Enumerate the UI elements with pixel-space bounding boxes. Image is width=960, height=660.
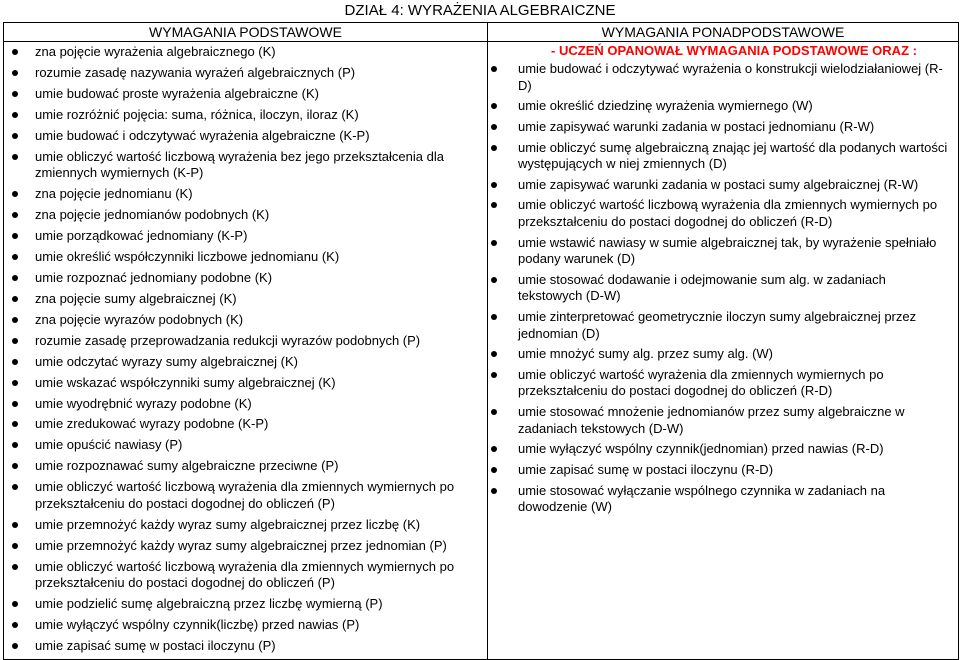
basic-requirement-item-text: umie wyłączyć wspólny czynnik(liczbę) przed nawias (P) (35, 616, 360, 632)
advanced-requirement-item-text: umie zapisać sumę w postaci iloczynu (R-D) (518, 461, 774, 477)
advanced-requirement-item (494, 462, 958, 479)
basic-requirement-item (4, 333, 487, 350)
bullet-icon (491, 202, 497, 208)
advanced-requirements-list (494, 61, 958, 516)
basic-requirement-item (4, 44, 487, 61)
basic-requirement-item-text: zna pojęcie wyrażenia algebraicznego (K) (35, 44, 276, 59)
advanced-requirement-item-text: umie obliczyć wartość wyrażenia dla zmiennych wymiernych po przekształceniu do postaci dogodnej do obliczeń (R-D) (518, 366, 884, 399)
bullet-icon (12, 254, 18, 260)
bullet-icon (12, 484, 18, 490)
advanced-requirement-item-text: umie budować i odczytywać wyrażenia o konstrukcji wielodziałaniowej (R-D) (518, 61, 943, 93)
advanced-intro: - UCZEŃ OPANOWAŁ WYMAGANIA PODSTAWOWE ORAZ : (551, 43, 917, 58)
basic-requirement-item (4, 437, 487, 454)
basic-requirement-item (4, 538, 487, 555)
bullet-icon (12, 296, 18, 302)
basic-requirement-item (4, 65, 487, 82)
basic-requirement-item-text: umie obliczyć wartość liczbową wyrażenia dla zmiennych wymiernych po przekształceniu do postaci dogodnej do obliczeń (P) (35, 479, 455, 511)
basic-requirement-item (4, 354, 487, 371)
bullet-icon (491, 467, 497, 473)
bullet-icon (491, 446, 497, 452)
advanced-requirement-item (494, 367, 958, 400)
basic-requirement-item-text: umie przemnożyć każdy wyraz sumy algebraicznej przez liczbę (K) (35, 516, 421, 532)
bullet-icon (12, 380, 18, 386)
advanced-requirement-item-text: umie określić dziedzinę wyrażenia wymiernego (W) (518, 98, 813, 114)
basic-requirement-item-text: zna pojęcie sumy algebraicznej (K) (35, 290, 237, 306)
basic-requirements-cell (4, 42, 488, 660)
basic-requirement-item (4, 596, 487, 613)
basic-requirement-item-text: umie podzielić sumę algebraiczną przez liczbę wymierną (P) (35, 596, 383, 611)
advanced-requirements-cell (488, 42, 959, 660)
basic-requirement-item-text: umie rozróżnić pojęcia: suma, różnica, iloczyn, iloraz (K) (35, 106, 359, 122)
basic-requirement-item-text: umie porządkować jednomiany (K-P) (35, 228, 248, 243)
basic-requirement-item-text: umie obliczyć wartość liczbową wyrażenia bez jego przekształcenia dla zmiennych wymiernych (K-P) (35, 148, 444, 181)
advanced-requirement-item (494, 197, 958, 230)
bullet-icon (12, 338, 18, 344)
basic-requirement-item-text: rozumie zasadę przeprowadzania redukcji wyrazów podobnych (P) (35, 332, 421, 348)
advanced-requirement-item (494, 404, 958, 437)
advanced-requirement-item (494, 441, 958, 458)
bullet-icon (12, 401, 18, 407)
basic-requirement-item-text: umie obliczyć wartość liczbową wyrażenia dla zmiennych wymiernych po przekształceniu do postaci dogodnej do obliczeń (P) (35, 558, 455, 591)
bullet-icon (12, 133, 18, 139)
basic-requirement-item-text: umie przemnożyć każdy wyraz sumy algebraicznej przez jednomian (P) (35, 537, 447, 553)
advanced-requirement-item-text: umie stosować dodawanie i odejmowanie sum alg. w zadaniach tekstowych (D-W) (518, 271, 886, 304)
bullet-icon (12, 49, 18, 55)
bullet-icon (12, 233, 18, 239)
basic-requirement-item (4, 86, 487, 103)
basic-requirement-item-text: zna pojęcie jednomianów podobnych (K) (35, 207, 270, 223)
advanced-requirement-item-text: umie mnożyć sumy alg. przez sumy alg. (W) (518, 346, 774, 362)
basic-requirement-item-text: zna pojęcie wyrazów podobnych (K) (35, 311, 244, 327)
advanced-requirement-item (494, 177, 958, 194)
bullet-icon (491, 488, 497, 494)
basic-requirement-item (4, 128, 487, 145)
advanced-requirement-item (494, 346, 958, 363)
basic-requirement-item-text: rozumie zasadę nazywania wyrażeń algebraicznych (P) (35, 64, 356, 80)
bullet-icon (12, 317, 18, 323)
advanced-requirement-item (494, 61, 958, 94)
advanced-requirement-item (494, 140, 958, 173)
advanced-requirement-item (494, 309, 958, 342)
advanced-requirement-item-text: umie wyłączyć wspólny czynnik(jednomian) przed nawias (R-D) (518, 441, 884, 457)
basic-requirement-item-text: umie budować i odczytywać wyrażenia algebraiczne (K-P) (35, 127, 370, 143)
basic-requirement-item-text: umie rozpoznawać sumy algebraiczne przeciwne (P) (35, 458, 339, 474)
bullet-icon (491, 372, 497, 378)
basic-requirement-item-text: umie opuścić nawiasy (P) (35, 437, 183, 453)
bullet-icon (491, 182, 497, 188)
basic-requirement-item-text: umie odczytać wyrazy sumy algebraicznej (K) (35, 353, 298, 369)
basic-requirement-item-text: umie zredukować wyrazy podobne (K-P) (35, 416, 269, 432)
basic-requirement-item (4, 270, 487, 287)
basic-requirement-item (4, 249, 487, 266)
advanced-requirement-item (494, 119, 958, 136)
advanced-requirement-item-text: umie obliczyć wartość liczbową wyrażenia dla zmiennych wymiernych po przekształceniu do postaci dogodnej do obliczeń (R-D) (518, 197, 938, 229)
basic-requirement-item (4, 559, 487, 592)
bullet-icon (491, 103, 497, 109)
basic-requirement-item (4, 458, 487, 475)
bullet-icon (12, 543, 18, 549)
advanced-requirement-item (494, 483, 958, 516)
advanced-requirement-item-text: umie stosować mnożenie jednomianów przez sumy algebraiczne w zadaniach tekstowych (D-W) (518, 404, 905, 436)
basic-requirements-header: WYMAGANIA PODSTAWOWE (4, 23, 488, 42)
bullet-icon (491, 409, 497, 415)
bullet-icon (491, 66, 497, 72)
bullet-icon (12, 601, 18, 607)
advanced-requirement-item-text: umie wstawić nawiasy w sumie algebraicznej tak, by wyrażenie spełniało podany warunek (D) (518, 234, 937, 267)
basic-requirement-item (4, 186, 487, 203)
bullet-icon (12, 154, 18, 160)
bullet-icon (491, 240, 497, 246)
basic-requirement-item (4, 617, 487, 634)
basic-requirement-item-text: zna pojęcie jednomianu (K) (35, 186, 193, 202)
bullet-icon (12, 112, 18, 118)
bullet-icon (12, 522, 18, 528)
basic-requirement-item-text: umie rozpoznać jednomiany podobne (K) (35, 269, 273, 285)
basic-requirements-list (4, 44, 487, 654)
bullet-icon (12, 70, 18, 76)
basic-requirement-item (4, 638, 487, 655)
basic-requirement-item-text: umie wskazać współczynniki sumy algebraicznej (K) (35, 374, 336, 390)
advanced-requirement-item-text: umie obliczyć sumę algebraiczną znając jej wartość dla podanych wartości występujących w niej zmiennych (D) (518, 139, 948, 172)
basic-requirement-item (4, 416, 487, 433)
basic-requirement-item (4, 479, 487, 512)
basic-requirement-item (4, 291, 487, 308)
advanced-requirement-item (494, 235, 958, 268)
advanced-requirements-header: WYMAGANIA PONADPODSTAWOWE (488, 23, 959, 42)
basic-requirement-item (4, 375, 487, 392)
bullet-icon (12, 442, 18, 448)
basic-requirement-item-text: umie zapisać sumę w postaci iloczynu (P) (35, 637, 276, 653)
basic-requirement-item-text: umie budować proste wyrażenia algebraiczne (K) (35, 85, 319, 101)
bullet-icon (12, 622, 18, 628)
page-title: DZIAŁ 4: WYRAŻENIA ALGEBRAICZNE (344, 2, 616, 19)
bullet-icon (491, 145, 497, 151)
bullet-icon (491, 124, 497, 130)
basic-requirement-item (4, 312, 487, 329)
requirements-table (3, 22, 959, 660)
bullet-icon (491, 314, 497, 320)
advanced-requirement-item-text: umie zinterpretować geometrycznie iloczyn sumy algebraicznej przez jednomian (D) (518, 309, 917, 341)
basic-requirement-item (4, 107, 487, 124)
bullet-icon (12, 421, 18, 427)
basic-requirement-item (4, 396, 487, 413)
basic-requirement-item (4, 149, 487, 182)
basic-requirement-item (4, 517, 487, 534)
bullet-icon (491, 351, 497, 357)
bullet-icon (12, 359, 18, 365)
advanced-requirement-item-text: umie zapisywać warunki zadania w postaci sumy algebraicznej (R-W) (518, 176, 919, 192)
bullet-icon (12, 275, 18, 281)
advanced-requirement-item-text: umie stosować wyłączanie wspólnego czynnika w zadaniach na dowodzenie (W) (518, 482, 886, 515)
bullet-icon (12, 212, 18, 218)
basic-requirement-item (4, 207, 487, 224)
bullet-icon (12, 564, 18, 570)
basic-requirement-item (4, 228, 487, 245)
advanced-requirement-item (494, 272, 958, 305)
bullet-icon (491, 277, 497, 283)
bullet-icon (12, 643, 18, 649)
bullet-icon (12, 91, 18, 97)
bullet-icon (12, 463, 18, 469)
basic-requirement-item-text: umie określić współczynniki liczbowe jednomianu (K) (35, 248, 340, 264)
advanced-requirement-item (494, 98, 958, 115)
advanced-requirement-item-text: umie zapisywać warunki zadania w postaci jednomianu (R-W) (518, 118, 875, 134)
basic-requirement-item-text: umie wyodrębnić wyrazy podobne (K) (35, 395, 252, 411)
bullet-icon (12, 191, 18, 197)
